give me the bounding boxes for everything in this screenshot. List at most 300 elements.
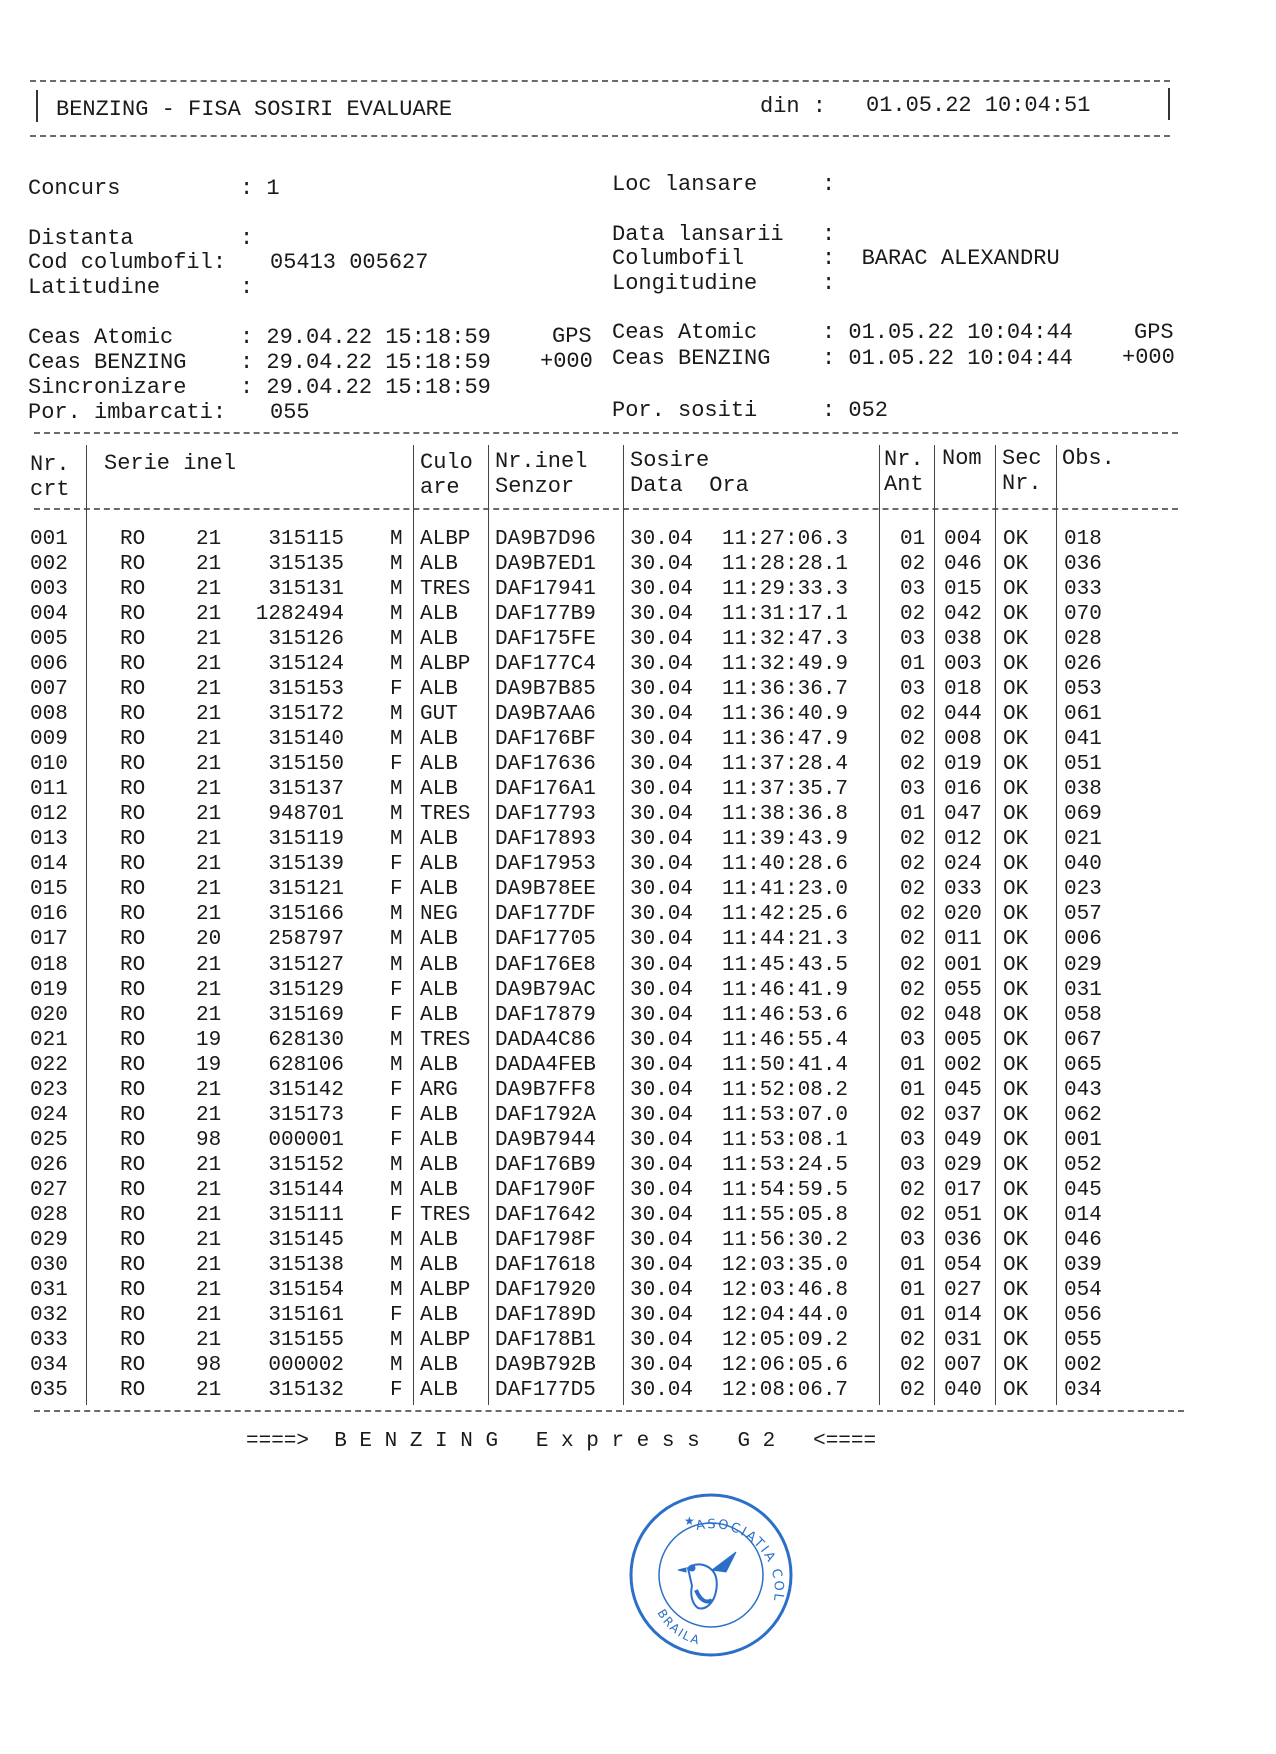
cell-culoare: ALB: [420, 1128, 458, 1152]
ceas-benzing-right-suffix: +000: [1122, 345, 1175, 370]
cell-nr-crt: 007: [30, 678, 68, 702]
cell-country: RO: [120, 1203, 146, 1227]
cell-nom: 014: [944, 1303, 982, 1327]
cell-obs: 006: [1064, 928, 1102, 952]
cell-nom: 012: [944, 828, 982, 852]
cell-ora: 12:08:06.7: [722, 1379, 849, 1403]
cell-obs: 033: [1064, 578, 1102, 602]
cell-ora: 11:55:05.8: [722, 1203, 849, 1227]
table-row: [0, 578, 1276, 603]
cell-sec: OK: [1003, 653, 1029, 677]
table-row: [0, 1379, 1276, 1404]
cell-ring: 000002: [268, 1353, 344, 1377]
cell-obs: 043: [1064, 1078, 1102, 1102]
cell-sec: OK: [1003, 1203, 1029, 1227]
cell-country: RO: [120, 953, 146, 977]
cell-ora: 11:28:28.1: [722, 553, 849, 577]
ceas-benzing-left-suffix: +000: [540, 349, 593, 374]
cell-nr-ant: 02: [900, 928, 926, 952]
cell-data: 30.04: [630, 1353, 694, 1377]
cell-ring: 315172: [268, 703, 344, 727]
por-sositi-label: Por. sositi: [612, 398, 758, 423]
cell-nom: 045: [944, 1078, 982, 1102]
cell-ora: 12:06:05.6: [722, 1353, 849, 1377]
cell-senzor: DAF17618: [495, 1253, 596, 1277]
cell-data: 30.04: [630, 978, 694, 1002]
table-row: [0, 603, 1276, 628]
cell-year: 21: [196, 953, 222, 977]
cell-sex: M: [390, 1153, 403, 1177]
cell-senzor: DAF176B9: [495, 1153, 596, 1177]
cell-nr-crt: 001: [30, 528, 68, 551]
cell-culoare: ALB: [420, 1103, 458, 1127]
cell-country: RO: [120, 1053, 146, 1077]
cell-nr-ant: 02: [900, 1203, 926, 1227]
cell-ora: 11:52:08.2: [722, 1078, 849, 1102]
cell-senzor: DAF17920: [495, 1278, 596, 1302]
cell-year: 21: [196, 828, 222, 852]
cell-ring: 1282494: [255, 603, 344, 627]
cell-year: 21: [196, 1228, 222, 1252]
cell-nr-crt: 004: [30, 603, 68, 627]
cell-senzor: DA9B7AA6: [495, 703, 596, 727]
header-right-border: [1168, 88, 1170, 120]
table-row: [0, 1054, 1276, 1079]
cell-ring: 315140: [268, 728, 344, 752]
cell-ring: 315129: [268, 978, 344, 1002]
cell-obs: 026: [1064, 653, 1102, 677]
cell-ring: 315138: [268, 1253, 344, 1277]
cell-data: 30.04: [630, 1003, 694, 1027]
table-row: [0, 1004, 1276, 1029]
cell-country: RO: [120, 778, 146, 802]
cell-nr-ant: 03: [900, 1128, 926, 1152]
table-row: [0, 678, 1276, 703]
cell-data: 30.04: [630, 1103, 694, 1127]
cell-culoare: ALB: [420, 553, 458, 577]
ceas-benzing-right-label: Ceas BENZING: [612, 346, 771, 371]
cell-ring: 315152: [268, 1153, 344, 1177]
cell-nom: 005: [944, 1028, 982, 1052]
cell-ring: 315119: [268, 828, 344, 852]
cell-ring: 948701: [268, 803, 344, 827]
cell-nr-ant: 02: [900, 853, 926, 877]
ceas-benzing-left-label: Ceas BENZING: [28, 350, 187, 375]
cell-nom: 033: [944, 878, 982, 902]
cell-ring: 315132: [268, 1379, 344, 1403]
cell-nr-crt: 014: [30, 853, 68, 877]
cell-obs: 038: [1064, 778, 1102, 802]
cell-nr-crt: 003: [30, 578, 68, 602]
cell-sec: OK: [1003, 1253, 1029, 1277]
cell-sex: F: [390, 1103, 403, 1127]
col-culoare-1: Culo: [420, 450, 473, 475]
cell-year: 21: [196, 528, 222, 551]
cell-nr-crt: 028: [30, 1203, 68, 1227]
cell-culoare: ALB: [420, 603, 458, 627]
cell-sex: M: [390, 553, 403, 577]
cell-year: 21: [196, 678, 222, 702]
cell-obs: 046: [1064, 1228, 1102, 1252]
cell-country: RO: [120, 528, 146, 551]
header-top-rule: [30, 80, 1170, 82]
cell-senzor: DA9B79AC: [495, 978, 596, 1002]
cell-country: RO: [120, 628, 146, 652]
cell-obs: 031: [1064, 978, 1102, 1002]
cell-country: RO: [120, 928, 146, 952]
cell-culoare: ARG: [420, 1078, 458, 1102]
cell-culoare: ALB: [420, 978, 458, 1002]
cell-data: 30.04: [630, 1078, 694, 1102]
cell-ora: 11:36:47.9: [722, 728, 849, 752]
cell-country: RO: [120, 553, 146, 577]
cell-senzor: DA9B7B85: [495, 678, 596, 702]
cell-ora: 11:46:41.9: [722, 978, 849, 1002]
cell-senzor: DAF17642: [495, 1203, 596, 1227]
table-row: [0, 979, 1276, 1004]
cell-obs: 028: [1064, 628, 1102, 652]
col-nom: Nom: [942, 446, 982, 471]
cell-culoare: TRES: [420, 578, 471, 602]
table-row: [0, 1104, 1276, 1129]
cell-senzor: DAF1790F: [495, 1178, 596, 1202]
cell-obs: 062: [1064, 1103, 1102, 1127]
cell-nr-crt: 018: [30, 953, 68, 977]
cell-data: 30.04: [630, 1028, 694, 1052]
cell-data: 30.04: [630, 1278, 694, 1302]
cell-senzor: DAF176A1: [495, 778, 596, 802]
ceas-atomic-left-label: Ceas Atomic: [28, 325, 174, 350]
cell-year: 21: [196, 803, 222, 827]
cell-senzor: DAF17879: [495, 1003, 596, 1027]
cell-ring: 628130: [268, 1028, 344, 1052]
sincronizare-value: 29.04.22 15:18:59: [266, 375, 491, 400]
columbofil-value: BARAC ALEXANDRU: [861, 246, 1060, 271]
cell-data: 30.04: [630, 1053, 694, 1077]
table-row: [0, 928, 1276, 953]
cell-senzor: DAF1789D: [495, 1303, 596, 1327]
cell-senzor: DAF178B1: [495, 1328, 596, 1352]
cell-sex: M: [390, 603, 403, 627]
cell-sec: OK: [1003, 1328, 1029, 1352]
cell-culoare: ALB: [420, 628, 458, 652]
cell-sec: OK: [1003, 703, 1029, 727]
footer-banner: ====> B E N Z I N G E x p r e s s G 2 <====: [246, 1430, 877, 1453]
cell-nr-crt: 022: [30, 1053, 68, 1077]
cell-country: RO: [120, 1379, 146, 1403]
cell-culoare: ALB: [420, 878, 458, 902]
cell-senzor: DAF177D5: [495, 1379, 596, 1403]
cell-culoare: ALBP: [420, 1328, 471, 1352]
cell-culoare: ALB: [420, 1228, 458, 1252]
cell-culoare: ALB: [420, 1253, 458, 1277]
cell-sec: OK: [1003, 1003, 1029, 1027]
cell-obs: 023: [1064, 878, 1102, 902]
cell-ora: 11:50:41.4: [722, 1053, 849, 1077]
cell-nom: 042: [944, 603, 982, 627]
cell-ring: 315127: [268, 953, 344, 977]
cell-nr-crt: 030: [30, 1253, 68, 1277]
cell-ring: 315161: [268, 1303, 344, 1327]
table-row: [0, 1029, 1276, 1054]
cell-nom: 001: [944, 953, 982, 977]
cell-data: 30.04: [630, 803, 694, 827]
cell-year: 21: [196, 603, 222, 627]
cell-sex: M: [390, 703, 403, 727]
cell-nom: 054: [944, 1253, 982, 1277]
cell-year: 21: [196, 1003, 222, 1027]
cell-ring: 315121: [268, 878, 344, 902]
col-nr-inel-2: Senzor: [495, 474, 575, 499]
cell-year: 21: [196, 728, 222, 752]
cell-sex: M: [390, 1228, 403, 1252]
cell-nom: 029: [944, 1153, 982, 1177]
cell-nr-crt: 033: [30, 1328, 68, 1352]
table-row: [0, 1079, 1276, 1104]
cell-senzor: DAF17941: [495, 578, 596, 602]
cell-nom: 048: [944, 1003, 982, 1027]
cell-ora: 11:54:59.5: [722, 1178, 849, 1202]
ceas-atomic-right-value: 01.05.22 10:04:44: [848, 320, 1073, 345]
cell-data: 30.04: [630, 953, 694, 977]
cell-data: 30.04: [630, 578, 694, 602]
cell-country: RO: [120, 603, 146, 627]
cell-nr-ant: 02: [900, 1328, 926, 1352]
cell-sec: OK: [1003, 1303, 1029, 1327]
cell-sex: F: [390, 853, 403, 877]
cell-nr-ant: 01: [900, 1278, 926, 1302]
cell-nr-crt: 023: [30, 1078, 68, 1102]
cell-year: 98: [196, 1353, 222, 1377]
cell-sex: F: [390, 978, 403, 1002]
cell-year: 21: [196, 903, 222, 927]
cell-ora: 12:04:44.0: [722, 1303, 849, 1327]
cell-nom: 011: [944, 928, 982, 952]
cell-sec: OK: [1003, 1078, 1029, 1102]
cell-year: 21: [196, 853, 222, 877]
cell-ring: 315154: [268, 1278, 344, 1302]
cell-culoare: ALBP: [420, 653, 471, 677]
cell-senzor: DAF17793: [495, 803, 596, 827]
cell-sex: M: [390, 828, 403, 852]
cell-ora: 11:31:17.1: [722, 603, 849, 627]
cell-year: 21: [196, 1303, 222, 1327]
cell-culoare: ALB: [420, 928, 458, 952]
cell-sex: M: [390, 903, 403, 927]
cell-sex: M: [390, 653, 403, 677]
table-row: [0, 803, 1276, 828]
cell-data: 30.04: [630, 753, 694, 777]
cell-sec: OK: [1003, 1379, 1029, 1403]
cell-sex: M: [390, 1053, 403, 1077]
cell-data: 30.04: [630, 778, 694, 802]
table-row: [0, 703, 1276, 728]
cell-nom: 049: [944, 1128, 982, 1152]
table-row: [0, 828, 1276, 853]
cell-obs: 057: [1064, 903, 1102, 927]
cell-ring: 315150: [268, 753, 344, 777]
cell-year: 21: [196, 578, 222, 602]
cell-sec: OK: [1003, 578, 1029, 602]
cell-country: RO: [120, 703, 146, 727]
cell-data: 30.04: [630, 928, 694, 952]
cell-culoare: ALB: [420, 1153, 458, 1177]
cell-nr-ant: 02: [900, 753, 926, 777]
cod-columbofil-label: Cod columbofil:: [28, 250, 227, 275]
cell-sec: OK: [1003, 1028, 1029, 1052]
cell-obs: 052: [1064, 1153, 1102, 1177]
cell-nom: 055: [944, 978, 982, 1002]
cell-country: RO: [120, 903, 146, 927]
table-row: [0, 954, 1276, 979]
cell-culoare: GUT: [420, 703, 458, 727]
cell-country: RO: [120, 1178, 146, 1202]
cell-sex: F: [390, 1003, 403, 1027]
cell-nr-crt: 006: [30, 653, 68, 677]
cell-obs: 054: [1064, 1278, 1102, 1302]
cell-year: 21: [196, 1178, 222, 1202]
cell-culoare: ALB: [420, 953, 458, 977]
cell-nr-ant: 02: [900, 953, 926, 977]
cell-nr-ant: 02: [900, 703, 926, 727]
cell-data: 30.04: [630, 828, 694, 852]
cell-nom: 024: [944, 853, 982, 877]
distanta-label: Distanta: [28, 226, 134, 251]
cell-data: 30.04: [630, 628, 694, 652]
cell-nr-ant: 01: [900, 528, 926, 551]
cell-culoare: TRES: [420, 803, 471, 827]
cell-data: 30.04: [630, 1128, 694, 1152]
cell-obs: 014: [1064, 1203, 1102, 1227]
cell-nr-crt: 013: [30, 828, 68, 852]
cell-nom: 018: [944, 678, 982, 702]
cell-obs: 029: [1064, 953, 1102, 977]
cell-sex: F: [390, 678, 403, 702]
table-row: [0, 653, 1276, 678]
cell-nr-crt: 016: [30, 903, 68, 927]
cell-sec: OK: [1003, 853, 1029, 877]
cell-senzor: DAF17953: [495, 853, 596, 877]
cell-nr-crt: 012: [30, 803, 68, 827]
cell-ring: 315139: [268, 853, 344, 877]
cell-obs: 021: [1064, 828, 1102, 852]
cell-sex: M: [390, 578, 403, 602]
cell-obs: 036: [1064, 553, 1102, 577]
cell-country: RO: [120, 1128, 146, 1152]
cell-year: 21: [196, 1203, 222, 1227]
cell-ora: 11:53:24.5: [722, 1153, 849, 1177]
cell-sec: OK: [1003, 978, 1029, 1002]
table-row: [0, 628, 1276, 653]
cell-data: 30.04: [630, 528, 694, 551]
cell-nom: 044: [944, 703, 982, 727]
cell-country: RO: [120, 678, 146, 702]
cell-country: RO: [120, 1303, 146, 1327]
cell-nom: 020: [944, 903, 982, 927]
cell-sex: M: [390, 778, 403, 802]
col-nr-ant-2: Ant: [884, 472, 924, 497]
header-left-border: [36, 90, 38, 122]
table-row: [0, 1354, 1276, 1379]
ceas-atomic-right-suffix: GPS: [1134, 320, 1174, 345]
cell-country: RO: [120, 1278, 146, 1302]
cell-senzor: DA9B7944: [495, 1128, 596, 1152]
cell-sex: M: [390, 953, 403, 977]
cell-year: 19: [196, 1053, 222, 1077]
cell-nr-ant: 01: [900, 1303, 926, 1327]
cell-culoare: ALB: [420, 1353, 458, 1377]
cell-ring: 315126: [268, 628, 344, 652]
cell-obs: 067: [1064, 1028, 1102, 1052]
cell-culoare: ALB: [420, 778, 458, 802]
table-row: [0, 728, 1276, 753]
table-header-rule: [34, 508, 1178, 510]
cell-ora: 11:27:06.3: [722, 528, 849, 551]
cell-country: RO: [120, 1228, 146, 1252]
cell-culoare: ALB: [420, 828, 458, 852]
cell-nr-crt: 020: [30, 1003, 68, 1027]
cell-nr-crt: 009: [30, 728, 68, 752]
table-row: [0, 1254, 1276, 1279]
cell-nr-ant: 03: [900, 578, 926, 602]
cell-sex: F: [390, 753, 403, 777]
cell-ora: 11:53:07.0: [722, 1103, 849, 1127]
cell-nr-crt: 034: [30, 1353, 68, 1377]
table-top-rule: [34, 432, 1178, 434]
svg-text:★: ★: [684, 1514, 695, 1528]
cell-data: 30.04: [630, 678, 694, 702]
cell-ora: 11:46:53.6: [722, 1003, 849, 1027]
cell-sex: F: [390, 1128, 403, 1152]
cell-obs: 065: [1064, 1053, 1102, 1077]
cell-nr-ant: 02: [900, 903, 926, 927]
cell-country: RO: [120, 1028, 146, 1052]
cell-year: 21: [196, 1153, 222, 1177]
cell-sec: OK: [1003, 553, 1029, 577]
col-sosire-2: Data Ora: [630, 473, 749, 498]
cell-culoare: ALBP: [420, 528, 471, 551]
col-nr-ant-1: Nr.: [884, 447, 924, 472]
cell-ora: 11:53:08.1: [722, 1128, 849, 1152]
cell-ring: 315166: [268, 903, 344, 927]
cell-senzor: DAF1792A: [495, 1103, 596, 1127]
cell-nom: 031: [944, 1328, 982, 1352]
concurs-value: 1: [266, 176, 280, 201]
cell-nr-crt: 011: [30, 778, 68, 802]
cell-data: 30.04: [630, 1379, 694, 1403]
table-row: [0, 903, 1276, 928]
cell-ring: 315124: [268, 653, 344, 677]
loc-lansare-label: Loc lansare: [612, 172, 758, 197]
cell-nr-ant: 02: [900, 1379, 926, 1403]
cell-sec: OK: [1003, 878, 1029, 902]
cell-sec: OK: [1003, 1228, 1029, 1252]
cell-data: 30.04: [630, 603, 694, 627]
cell-ora: 11:41:23.0: [722, 878, 849, 902]
cell-country: RO: [120, 1103, 146, 1127]
cell-sec: OK: [1003, 953, 1029, 977]
cell-culoare: ALB: [420, 1303, 458, 1327]
cell-ora: 12:03:46.8: [722, 1278, 849, 1302]
cell-year: 21: [196, 878, 222, 902]
cell-ora: 11:56:30.2: [722, 1228, 849, 1252]
cell-senzor: DAF177C4: [495, 653, 596, 677]
cell-data: 30.04: [630, 728, 694, 752]
cell-nr-crt: 002: [30, 553, 68, 577]
cell-culoare: ALB: [420, 1003, 458, 1027]
cell-sex: M: [390, 928, 403, 952]
cell-sec: OK: [1003, 1103, 1029, 1127]
